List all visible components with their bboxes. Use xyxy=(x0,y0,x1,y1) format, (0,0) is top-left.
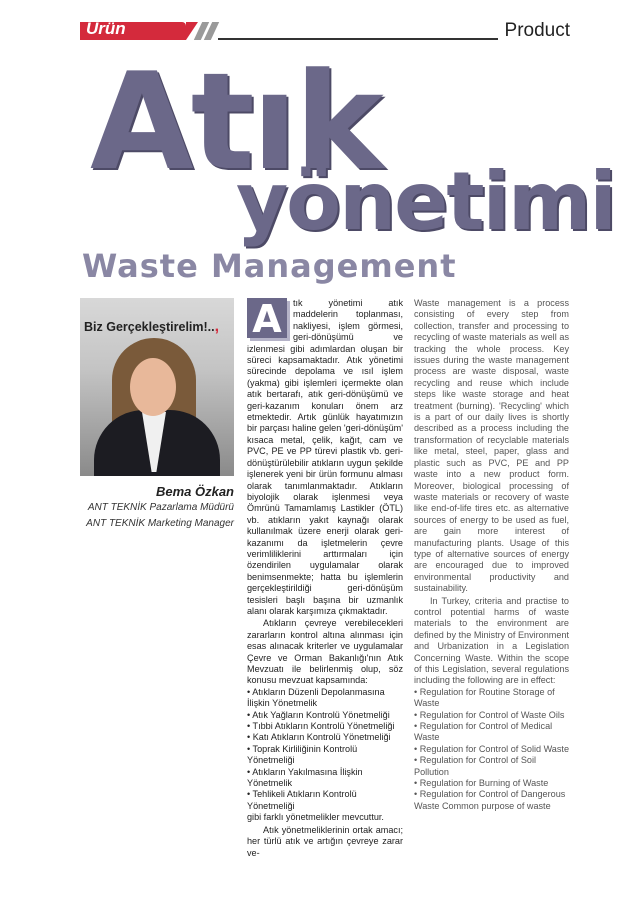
section-label-tr: Ürün xyxy=(86,19,126,38)
portrait-photo xyxy=(80,298,234,476)
list-item: • Atıkların Yakılmasına İlişkin Yönetmelik xyxy=(247,767,403,790)
title-line-1: Atık xyxy=(90,44,381,200)
title-line-2: yönetimi xyxy=(236,155,615,248)
paragraph: In Turkey, criteria and practise to control potential harms of waste materials to the environment are defined by the Ministry of Environment and Urbanization in a Legislation Concerning Waste. Within the scope of this Legislation, several regulations including the following are in effect: xyxy=(414,595,569,686)
person-role-en: ANT TEKNİK Marketing Manager xyxy=(86,518,234,529)
subtitle: Waste Management xyxy=(82,247,457,285)
person-name: Bema Özkan xyxy=(155,484,234,499)
list-item: • Regulation for Burning of Waste xyxy=(414,778,569,789)
paragraph: gibi farklı yönetmelikler mevcuttur. xyxy=(247,812,384,823)
paragraph: tık yönetimi atık maddelerin toplanması, nakliyesi, işlem görmesi, geri-dönüşümü ve izlenmesi gibi adımlardan oluşan bir süreci kapsamaktadır. Atık yönetimi sürecinde depolama ve ısıl işlem (yakma) gibi işlemleri içermekte olan atık bertarafı, atık geri-dönüşümü ve geri-kazanım konuları önem arz etmektedir. Artık günlük hayatımızın bir parçası haline gelen 'geri-dönüşüm' kısaca metal, çelik, kağıt, cam ve PVC, PE ve PP türevi plastik vb. geri-dönüştürülebilir atıkların uygun şekilde işlenerek yeni bir ürün formunu alması olarak tanımlanmaktadır. Atıkların biyolojik olarak işlenmesi veya Ömrünü Tamamlamış Lastikler (ÖTL) vb. atıkların yakıt kaynağı olarak kullanılmak üzere enerji olarak geri-kazanımı da işletmelerin çevre verimliliklerini arttırmaları için özendirilen uygulamalar olarak benimsenmekte; hatta bu işlemlerin gerçekleştirildiği geri-dönüşüm tesisleri başlı başına bir uzmanlık alanı olarak karşımıza çıkmaktadır. xyxy=(247,298,403,616)
article-column-tr xyxy=(247,298,403,859)
header-rule xyxy=(218,38,498,40)
list-item: • Regulation for Control of Soil Pollution xyxy=(414,755,569,778)
photo-tagline: Biz Gerçekleştirelim!.., xyxy=(84,318,220,335)
list-item: • Regulation for Routine Storage of Waste xyxy=(414,687,569,710)
list-item: • Katı Atıkların Kontrolü Yönetmeliği xyxy=(247,732,403,743)
list-item: • Toprak Kirliliğinin Kontrolü Yönetmeliği xyxy=(247,744,403,767)
list-item: • Tıbbi Atıkların Kontrolü Yönetmeliği xyxy=(247,721,403,732)
page-header xyxy=(80,20,570,44)
section-label-en: Product xyxy=(504,20,570,41)
person-role-tr: ANT TEKNİK Pazarlama Müdürü xyxy=(87,502,234,513)
paragraph: Waste management is a process consisting of every step from collection, transfer and processing to recycling of waste materials as well as tracking the whole process. Key issues during the waste management process are waste disposal, waste recycling and reuse which include steps like waste storage and heat treatment (burning). 'Recycling' which is a part of our daily lives is shortly described as a process including the transformation of recyclable materials like metal, steel, paper, glass and plastic such as PVC, PE and PP waste into a new product form. Moreover, biological processing of waste materials or recovery of waste like end-of-life tires etc. as alternative sources of energy to be used as fuel, are gain more interest of manufacturing plants. Usage of this type of alternative sources of energy are encouraged due to improved environmental productivity and sustainability. xyxy=(414,298,569,594)
regulation-list-tr xyxy=(247,687,403,812)
regulation-list-en xyxy=(414,687,569,812)
paragraph: Atıkların çevreye verebilecekleri zararların kontrol altına alınması için esas alınacak kriterler ve uygulamalar Çevre ve Orman Bakanlığı'nın Atık Mevzuatı ile belirlenmiş olup, söz konusu mevzuat kapsamında: xyxy=(247,618,403,686)
section-tab xyxy=(80,19,186,40)
list-item: • Regulation for Control of Solid Waste xyxy=(414,744,569,755)
paragraph: Atık yönetmeliklerinin ortak amacı; her türlü atık ve artığın çevreye zarar ve- xyxy=(247,824,403,858)
list-item: • Tehlikeli Atıkların Kontrolü Yönetmeliği xyxy=(247,789,403,812)
list-item: • Regulation for Control of Waste Oils xyxy=(414,710,569,721)
list-item: • Regulation for Control of Medical Waste xyxy=(414,721,569,744)
list-item: • Atıkların Düzenli Depolanmasına İlişkin Yönetmelik xyxy=(247,687,403,710)
article-column-en xyxy=(414,298,569,812)
list-item: • Regulation for Control of Dangerous Waste Common purpose of waste xyxy=(414,789,569,812)
drop-cap: A xyxy=(247,298,287,338)
list-item: • Atık Yağların Kontrolü Yönetmeliği xyxy=(247,710,403,721)
